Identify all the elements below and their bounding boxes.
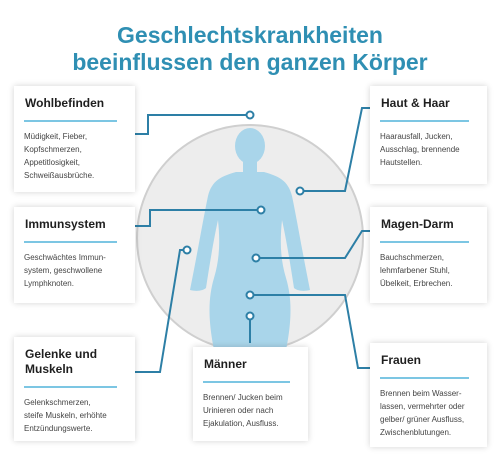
card-immunsystem (14, 207, 135, 303)
card-line: system, geschwollene (24, 266, 103, 275)
card-title-line: Muskeln (25, 362, 74, 376)
dot-gelenke (184, 247, 191, 254)
card-line: gelber/ grüner Ausfluss, (380, 415, 465, 424)
card-divider (380, 120, 469, 122)
dot-immunsystem (258, 207, 265, 214)
card-line: Appetitlosigkeit, (24, 158, 81, 167)
dot-wohlbefinden (247, 112, 254, 119)
card-divider (24, 386, 117, 388)
body-head (235, 128, 265, 164)
connector-haut (300, 108, 370, 191)
card-line: Zwischenblutungen. (380, 428, 452, 437)
card-title: Haut & Haar (381, 96, 450, 110)
card-divider (380, 377, 469, 379)
connector-gelenke (135, 250, 187, 372)
card-magen-darm (370, 207, 487, 303)
card-frauen (370, 343, 487, 447)
card-line: Urinieren oder nach (203, 406, 274, 415)
card-maenner (193, 347, 308, 441)
card-description (24, 251, 125, 290)
card-line: Haarausfall, Jucken, (380, 132, 453, 141)
card-title: Immunsystem (25, 217, 106, 231)
card-haut-haar (370, 86, 487, 184)
card-line: Hautstellen. (380, 158, 423, 167)
card-title-line: Gelenke und (25, 347, 98, 361)
body-neck (243, 160, 257, 174)
card-divider (380, 241, 469, 243)
card-description (380, 130, 477, 169)
card-wohlbefinden (14, 86, 135, 192)
card-divider (203, 381, 290, 383)
card-description (380, 387, 477, 439)
card-description (203, 391, 298, 430)
card-line: Lymphknoten. (24, 279, 74, 288)
dot-magen (253, 255, 260, 262)
card-line: Brennen beim Wasser- (380, 389, 462, 398)
card-title: Wohlbefinden (25, 96, 105, 110)
card-line: Geschwächtes Immun- (24, 253, 106, 262)
card-line: lassen, vermehrter oder (380, 402, 465, 411)
card-line: Brennen/ Jucken beim (203, 393, 283, 402)
dot-maenner (247, 313, 254, 320)
card-line: Übelkeit, Erbrechen. (380, 279, 453, 288)
card-line: lehmfarbener Stuhl, (380, 266, 450, 275)
title-line-1: Geschlechtskrankheiten (117, 22, 383, 48)
card-gelenke-muskeln (14, 337, 135, 441)
card-description (380, 251, 477, 290)
dot-haut (297, 188, 304, 195)
dot-frauen (247, 292, 254, 299)
card-title: Frauen (381, 353, 422, 367)
card-description (24, 130, 125, 182)
card-line: Kopfschmerzen, (24, 145, 82, 154)
card-line: Ejakulation, Ausfluss. (203, 419, 279, 428)
card-line: steife Muskeln, erhöhte (24, 411, 107, 420)
card-line: Schweißausbrüche. (24, 171, 95, 180)
card-line: Bauchschmerzen, (380, 253, 445, 262)
card-description (24, 396, 125, 435)
card-line: Gelenkschmerzen, (24, 398, 91, 407)
card-title (25, 347, 125, 377)
card-title: Magen-Darm (381, 217, 454, 231)
card-divider (24, 241, 117, 243)
connector-wohlbefinden (135, 115, 250, 134)
card-line: Müdigkeit, Fieber, (24, 132, 88, 141)
card-line: Entzündungswerte. (24, 424, 93, 433)
card-line: Ausschlag, brennende (380, 145, 460, 154)
card-divider (24, 120, 117, 122)
card-title: Männer (204, 357, 247, 371)
title-line-2: beeinflussen den ganzen Körper (72, 49, 428, 75)
